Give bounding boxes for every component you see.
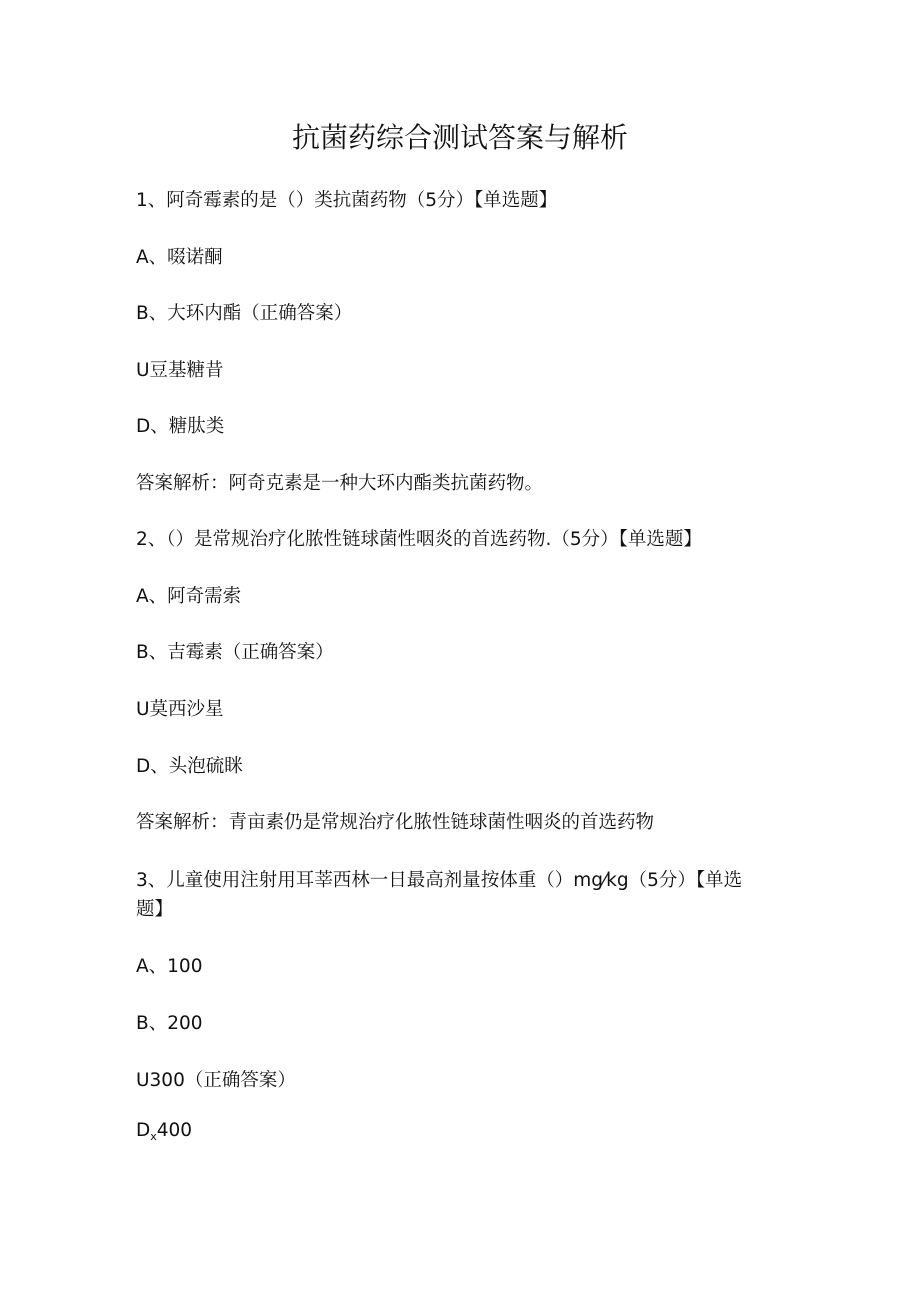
question-2-explanation: 答案解析：青亩素仍是常规治疗化脓性链球菌性咽炎的首选药物 <box>136 812 655 833</box>
question-1-option-b: B、大环内酯（正确答案） <box>136 303 353 324</box>
question-3-option-d-value: 400 <box>156 1120 193 1141</box>
question-3-option-d-letter: D <box>136 1120 151 1141</box>
question-1-option-d: D、糖肽类 <box>136 416 225 437</box>
question-1-option-c: U豆基糖昔 <box>136 360 224 381</box>
document-title: 抗菌药综合测试答案与解析 <box>291 121 628 154</box>
question-1-option-a: A、啜诺酮 <box>136 247 223 268</box>
question-3-option-d <box>136 1117 192 1151</box>
question-3-stem: 3、儿童使用注射用耳莘西林一日最高剂量按体重（）mg⁄kg（5分）【单选题】 <box>136 870 743 920</box>
question-2-option-c: U莫西沙星 <box>136 699 224 720</box>
question-3-option-a: A、100 <box>136 956 203 977</box>
question-3-option-c: U300（正确答案） <box>136 1070 296 1091</box>
question-2-stem: 2、（）是常规治疗化脓性链球菌性咽炎的首选药物.（5分）【单选题】 <box>136 529 702 550</box>
question-3-option-b: B、200 <box>136 1013 203 1034</box>
question-2-option-a: A、阿奇需索 <box>136 586 242 607</box>
question-2-option-b: B、吉霉素（正确答案） <box>136 642 334 663</box>
question-3-option-d-subscript: x <box>150 1130 157 1143</box>
question-1-explanation: 答案解析：阿奇克素是一种大环内酯类抗菌药物。 <box>136 473 544 494</box>
question-2-option-d: D、头泡硫眯 <box>136 756 243 777</box>
question-1-stem: 1、阿奇霉素的是（）类抗菌药物（5分）【单选题】 <box>136 190 558 211</box>
